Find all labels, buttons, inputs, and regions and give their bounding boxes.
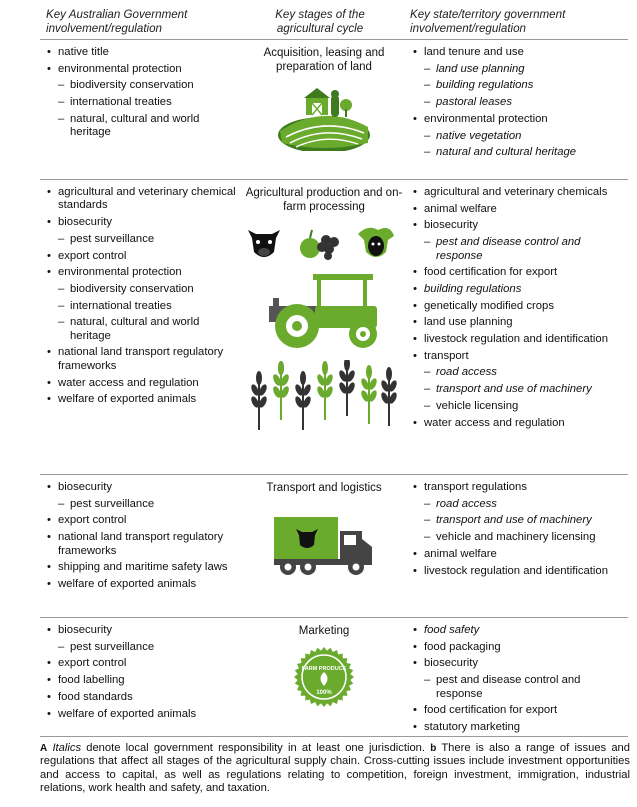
bullet-item: • food certification for export bbox=[412, 266, 626, 279]
sheep-icon bbox=[358, 228, 394, 257]
stage-cell bbox=[236, 46, 412, 151]
bullet-item: • land use planning bbox=[412, 316, 626, 329]
sub-bullet-item: – native vegetation bbox=[412, 130, 626, 143]
bullet-item: • animal welfare bbox=[412, 548, 626, 561]
footnote-a-lead: Italics bbox=[52, 742, 82, 754]
sub-bullet-item: – international treaties bbox=[46, 300, 236, 313]
sub-bullet-item: – land use planning bbox=[412, 63, 626, 76]
federal-list bbox=[46, 46, 236, 143]
fruit-icon bbox=[300, 230, 339, 260]
federal-list bbox=[46, 481, 236, 595]
sub-bullet-item: – road access bbox=[412, 366, 626, 379]
bullet-item: • building regulations bbox=[412, 283, 626, 296]
bullet-item: • land tenure and use bbox=[412, 46, 626, 59]
row-marketing bbox=[40, 618, 628, 736]
sub-bullet-item: – road access bbox=[412, 498, 626, 511]
bullet-item: • transport bbox=[412, 350, 626, 363]
sub-bullet-item: – pest surveillance bbox=[46, 233, 236, 246]
bullet-item: • food standards bbox=[46, 691, 236, 704]
sub-bullet-item: – transport and use of machinery bbox=[412, 383, 626, 396]
sub-bullet-item: – natural, cultural and world heritage bbox=[46, 113, 236, 140]
bullet-item: • welfare of exported animals bbox=[46, 708, 236, 721]
footnote-a-text: denote local government responsibility in at least one jurisdiction. bbox=[81, 742, 431, 754]
bullet-item: • statutory marketing bbox=[412, 721, 626, 734]
tractor-icon bbox=[259, 270, 389, 350]
bullet-item: • welfare of exported animals bbox=[46, 393, 236, 406]
cow-icon bbox=[248, 230, 280, 257]
bullet-item: • national land transport regulatory frameworks bbox=[46, 346, 236, 373]
bullet-item: • water access and regulation bbox=[412, 417, 626, 430]
sub-bullet-item: – natural, cultural and world heritage bbox=[46, 316, 236, 343]
bullet-item: • shipping and maritime safety laws bbox=[46, 561, 236, 574]
bullet-item: • biosecurity bbox=[46, 481, 236, 494]
stage-title: Acquisition, leasing and preparation of land bbox=[263, 47, 385, 73]
bullet-item: • transport regulations bbox=[412, 481, 626, 494]
stage-title: Transport and logistics bbox=[266, 482, 382, 494]
sub-bullet-item: – vehicle licensing bbox=[412, 400, 626, 413]
federal-list bbox=[46, 186, 236, 410]
bullet-item: • agricultural and veterinary chemical standards bbox=[46, 186, 236, 213]
sub-bullet-item: – transport and use of machinery bbox=[412, 514, 626, 527]
bullet-item: • genetically modified crops bbox=[412, 300, 626, 313]
wheat-crop-icon bbox=[249, 360, 399, 430]
footnotes bbox=[40, 742, 630, 796]
state-list bbox=[412, 46, 626, 163]
stage-title: Marketing bbox=[298, 625, 350, 637]
federal-list bbox=[46, 624, 236, 724]
bullet-item: • livestock regulation and identification bbox=[412, 565, 626, 578]
header-stages: Key stages of the agricultural cycle bbox=[275, 8, 365, 35]
badge-top-text: FARM PRODUCE bbox=[301, 666, 347, 672]
bullet-item: • export control bbox=[46, 514, 236, 527]
bullet-item: • biosecurity bbox=[46, 624, 236, 637]
bullet-item: • environmental protection bbox=[46, 266, 236, 279]
sub-bullet-item: – vehicle and machinery licensing bbox=[412, 531, 626, 544]
bullet-item: • animal welfare bbox=[412, 203, 626, 216]
sub-bullet-item: – biodiversity conservation bbox=[46, 283, 236, 296]
livestock-and-produce-icon bbox=[244, 222, 404, 262]
farm-produce-badge bbox=[293, 646, 355, 708]
row-transport bbox=[40, 475, 628, 617]
footnote-a-mark: A bbox=[40, 743, 48, 754]
bullet-item: • export control bbox=[46, 250, 236, 263]
bullet-item: • environmental protection bbox=[46, 63, 236, 76]
stage-cell bbox=[236, 624, 412, 708]
header-state: Key state/territory government involvement/regulation bbox=[410, 8, 566, 35]
footnote-b-text: There is also a range of issues and regulations that affect all stages of the agricultural supply chain. Cross-cutting issues include investment opportunities and access to capital, as well as regulations relating to competition, foreign investment, immigration, industrial relations, work health and safety, and taxation. bbox=[40, 742, 631, 795]
bullet-item: • food labelling bbox=[46, 674, 236, 687]
bullet-item: • national land transport regulatory frameworks bbox=[46, 531, 236, 558]
bullet-item: • water access and regulation bbox=[46, 377, 236, 390]
state-list bbox=[412, 186, 626, 433]
sub-bullet-item: – international treaties bbox=[46, 96, 236, 109]
row-land bbox=[40, 40, 628, 179]
stage-cell bbox=[236, 481, 412, 577]
badge-bottom-text: 100% bbox=[316, 690, 332, 696]
bullet-item: • livestock regulation and identification bbox=[412, 333, 626, 346]
sub-bullet-item: – pest and disease control and response bbox=[412, 674, 626, 701]
footnote-b-mark: b bbox=[430, 743, 437, 754]
state-list bbox=[412, 481, 626, 581]
bullet-item: • food packaging bbox=[412, 641, 626, 654]
bullet-item: • export control bbox=[46, 657, 236, 670]
sub-bullet-item: – pest surveillance bbox=[46, 641, 236, 654]
bullet-item: • food safety bbox=[412, 624, 626, 637]
bullet-item: • welfare of exported animals bbox=[46, 578, 236, 591]
livestock-truck-icon bbox=[272, 513, 376, 577]
bullet-item: • environmental protection bbox=[412, 113, 626, 126]
bullet-item: • biosecurity bbox=[412, 657, 626, 670]
sub-bullet-item: – natural and cultural heritage bbox=[412, 146, 626, 159]
sub-bullet-item: – pest surveillance bbox=[46, 498, 236, 511]
stage-cell bbox=[236, 186, 412, 430]
bullet-item: • biosecurity bbox=[412, 219, 626, 232]
bullet-item: • food certification for export bbox=[412, 704, 626, 717]
bullet-item: • agricultural and veterinary chemicals bbox=[412, 186, 626, 199]
bullet-item: • biosecurity bbox=[46, 216, 236, 229]
footer-rule bbox=[40, 736, 628, 737]
farm-land-icon bbox=[276, 83, 372, 151]
state-list bbox=[412, 624, 626, 738]
sub-bullet-item: – biodiversity conservation bbox=[46, 79, 236, 92]
sub-bullet-item: – building regulations bbox=[412, 79, 626, 92]
bullet-item: • native title bbox=[46, 46, 236, 59]
sub-bullet-item: – pastoral leases bbox=[412, 96, 626, 109]
header-federal: Key Australian Government involvement/regulation bbox=[46, 8, 188, 35]
sub-bullet-item: – pest and disease control and response bbox=[412, 236, 626, 263]
stage-title: Agricultural production and on-farm processing bbox=[245, 187, 403, 213]
row-production bbox=[40, 180, 628, 474]
